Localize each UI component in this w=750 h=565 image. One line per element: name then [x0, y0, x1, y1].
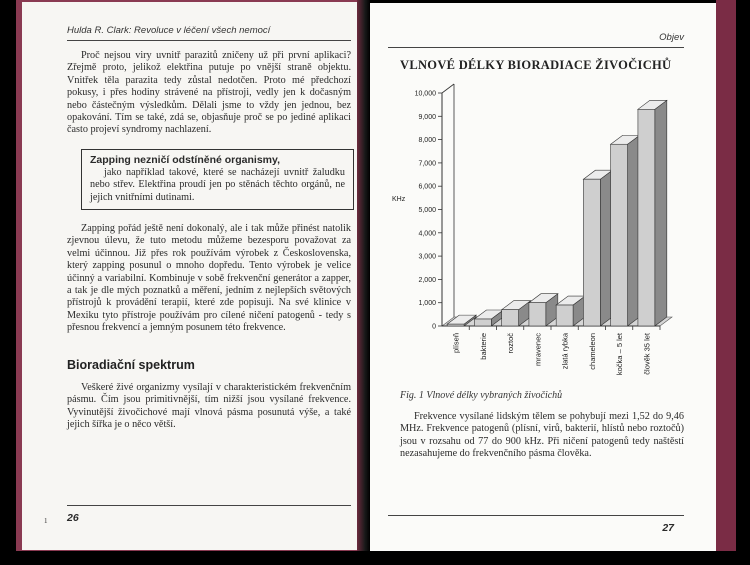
bar: [583, 179, 600, 326]
callout-text: jako například takové, které se nacházejí uvnitř žaludku nebo střev. Elektřina proudí jen po stěnách těchto orgánů, ne jejich vnitřními dutinami.: [90, 167, 345, 203]
x-tick-label: bakterie: [478, 333, 488, 360]
back-wall-top-line: [442, 84, 454, 93]
bar: [474, 319, 491, 326]
left-paragraph-2: Zapping pořád ještě není dokonalý, ale i tak může přinést natolik zjevnou úlevu, že tuto metodu můžeme bezesporu považovat za velmi účinnou. Již přes rok používám výrobek z Československa, který zapping posunul o mnoho dopředu. Tento výrobek je velice účinný a variabilní. Kombinuje v sobě frekvenční generátor a zapper, a tak je dle mých poznatků a měření, jedním z nejlepších světových přístrojů k provádění terapií, které zde popisuji. Na své klinice v Mexiku tyto přístroje používám pro cílené ničení patogenů - tedy s přesnou frekvencí a jemným posunem této frekvence.: [67, 223, 351, 334]
bar: [556, 305, 573, 326]
right-header-rule: [388, 47, 684, 48]
left-running-head: Hulda R. Clark: Revoluce v léčení všech nemocí: [67, 25, 271, 36]
book-spine: [357, 0, 370, 551]
left-paragraph-1: Proč nejsou viry uvnitř parazitů zničeny už při první aplikaci? Zřejmě proto, jelikož elektřina putuje po vnější straně objektu. Vnitřek těla parazita tedy zůstal nedotčen. Proto mé předchozí pokusy, i přes hodiny strávené na přístroji, vedly jen k dočasným nebo částečným výsledkům. Dělali jsme to vždy jen jednou, bez opakování. Tím se také, zdá se, objasňuje proč se po jediné aplikaci často projeví syndromy nachlazení.: [67, 50, 351, 136]
right-running-head: Objev: [659, 32, 684, 43]
bar: [502, 310, 519, 326]
y-tick-label: 8,000: [418, 137, 436, 145]
left-header-rule: [67, 40, 351, 41]
y-tick-label: 10,000: [414, 90, 436, 98]
margin-mark: 1: [44, 517, 48, 525]
y-tick-label: 2,000: [418, 276, 436, 284]
y-tick-label: 0: [432, 323, 436, 331]
callout-title: Zapping nezničí odstíněné organismy,: [90, 154, 280, 166]
y-tick-label: 7,000: [418, 160, 436, 168]
x-tick-label: mravenec: [533, 333, 543, 366]
figure-caption: [400, 390, 562, 401]
y-tick-label: 6,000: [418, 183, 436, 191]
bar-chart: [370, 83, 690, 383]
x-tick-label: kočka – 5 let: [615, 333, 625, 376]
y-tick-label: 5,000: [418, 207, 436, 214]
caption-fig-label: Fig. 1: [400, 390, 424, 401]
x-tick-label: roztoč: [506, 333, 516, 354]
chart-title: VLNOVÉ DÉLKY BIORADIACE ŽIVOČICHŮ: [400, 58, 672, 72]
y-axis-label: KHz: [392, 196, 406, 203]
right-footer-rule: [388, 515, 684, 516]
left-page-number: 26: [67, 512, 79, 524]
x-tick-label: zlatá rybka: [560, 333, 570, 370]
x-tick-label: člověk 35 let: [642, 333, 652, 375]
y-tick-label: 9,000: [418, 113, 436, 121]
bar-side: [655, 100, 667, 326]
caption-text: Vlnové délky vybraných živočichů: [426, 390, 563, 401]
left-paragraph-3: Veškeré živé organizmy vysílají v charakteristickém frekvenčním pásmu. Čím jsou primitivnější, tím nižší jsou vysílané frekvence. Vyvinutější živočichové mají vlnová pásma posunutá výše, a také jejich šířka je o něco větší.: [67, 382, 351, 431]
bar: [611, 144, 628, 326]
left-footer-rule: [67, 505, 351, 506]
right-page: [370, 3, 716, 551]
left-page: [22, 2, 357, 550]
y-tick-label: 3,000: [418, 253, 436, 261]
book-cover-right: [716, 0, 736, 551]
bar: [447, 324, 464, 326]
bar: [529, 303, 546, 326]
x-tick-label: chameleon: [587, 333, 597, 370]
y-tick-label: 1,000: [418, 300, 436, 308]
right-page-number: 27: [662, 522, 674, 534]
callout-box: [81, 149, 354, 210]
section-heading: Bioradiační spektrum: [67, 358, 195, 372]
bar: [638, 109, 655, 326]
y-tick-label: 4,000: [418, 230, 436, 238]
right-paragraph: Frekvence vysílané lidským tělem se pohybují mezi 1,52 do 9,46 MHz. Frekvence patogenů (plísní, virů, bakterií, hlístů nebo roztočů) jsou v rozsahu od 77 do 900 kHz. Při ničení patogenů tedy naštěstí nezasahujeme do frekvenčního pásma člověka.: [400, 411, 684, 460]
x-tick-label: plíseň: [451, 333, 461, 354]
